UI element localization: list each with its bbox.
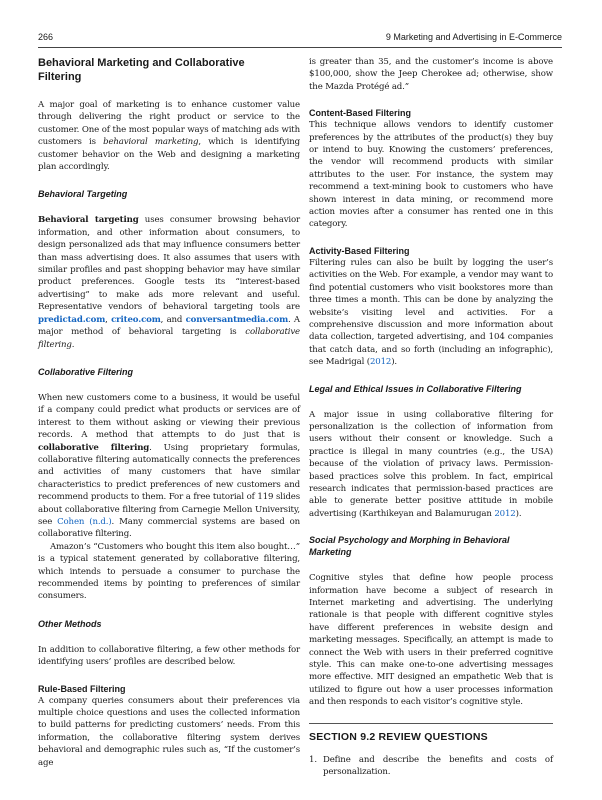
- collaborative-filtering-paragraph: When new customers come to a business, it would be useful if a company could predict what products or services are of interest to them without asking or viewing their previous records. A method that attempts to do just that is collaborative filtering. Using proprietary formulas, collaborative filtering automatically connects the preferences and activities of many customers that have similar characteristics to predict preferences of new customers and recommend products to them. For a free tutorial of 119 slides about collaborative filtering from Carnegie Mellon University, see Cohen (n.d.). Many commercial systems are based on collaborative filtering.: [38, 392, 300, 540]
- running-header: [38, 32, 562, 46]
- amazon-paragraph: Amazon’s “Customers who bought this item also bought…” is a typical statement generated by collaborative filtering, which intends to persuade a consumer to purchase the recommended items by pointing to preferences of similar consumers.: [38, 541, 300, 602]
- link-cohen[interactable]: Cohen (n.d.): [57, 516, 112, 527]
- activity-based-paragraph: Filtering rules can also be built by logging the user’s activities on the Web. For example, a vendor may want to find potential customers who visit bookstores more than three times a month. This can be done by analyzing the website’s visiting level and activities. For a comprehensive discussion and more information about data collection, targeted advertising, and 104 companies that catch data, and so forth (including an infographic), see Madrigal (2012).: [309, 257, 553, 368]
- behavioral-targeting-heading: Behavioral Targeting: [38, 189, 128, 200]
- activity-based-heading: Activity-Based Filtering: [309, 245, 410, 256]
- collaborative-filtering-heading: Collaborative Filtering: [38, 366, 134, 377]
- social-psychology-paragraph: Cognitive styles that define how people process information have become a subject of research in Internet marketing and advertising. The underlying rationale is that people with different cognitive styles have different preferences in website design and marketing messages. Specifically, an attempt is made to connect the Web with users in their preferred cognitive style. This can make one-to-one advertising messages more effective. MIT designed an empathetic Web that is utilized to figure out how a user processes information and then responds to each visitor’s cognitive style.: [309, 573, 553, 708]
- rule-based-heading: Rule-Based Filtering: [38, 683, 126, 694]
- header-rule: [38, 47, 562, 48]
- link-madrigal-2012[interactable]: 2012: [369, 357, 392, 368]
- social-psychology-heading: Social Psychology and Morphing in Behavioral Marketing: [309, 535, 510, 558]
- link-criteo[interactable]: criteo.com: [111, 314, 161, 325]
- left-column: [38, 56, 300, 769]
- link-karthikeyan-2012[interactable]: 2012: [494, 508, 516, 519]
- section-title: Behavioral Marketing and Collaborative Filtering: [38, 57, 245, 83]
- chapter-title: 9 Marketing and Advertising in E-Commerce: [385, 32, 562, 42]
- link-predictad[interactable]: predictad.com: [38, 314, 106, 325]
- content-based-heading: Content-Based Filtering: [309, 108, 412, 119]
- page-number: 266: [38, 32, 54, 42]
- review-questions-title: SECTION 9.2 REVIEW QUESTIONS: [309, 730, 488, 743]
- behavioral-targeting-paragraph: Behavioral targeting uses consumer browsing behavior information, and other information about consumers, to design personalized ads that may influence consumers better than mass advertising does. It also assumes that users with similar profiles and past shopping behavior may have similar product preferences. Google tests its “interest-based advertising” to make ads more relevant and useful. Representative vendors of behavioral targeting tools are predictad.com, criteo.com, and conversantmedia.com. A major method of behavioral targeting is collaborative filtering.: [38, 215, 300, 350]
- review-rule: [309, 723, 553, 724]
- right-column: [309, 56, 553, 778]
- legal-ethical-heading: Legal and Ethical Issues in Collaborative Filtering: [309, 383, 522, 394]
- rule-based-paragraph: A company queries consumers about their preferences via multiple choice questions and uses the collected information to build patterns for predicting customers’ needs. From this information, the collaborative filtering system derives behavioral and demographic rules such as, “If the customer’s age: [38, 695, 300, 768]
- other-methods-heading: Other Methods: [38, 618, 102, 629]
- link-conversantmedia[interactable]: conversantmedia.com: [185, 314, 289, 325]
- intro-paragraph: A major goal of marketing is to enhance customer value through delivering the right product or service to the customer. One of the most popular ways of matching ads with customers is behavioral marketing, which is identifying customer behavior on the Web and designing a marketing plan accordingly.: [38, 100, 301, 173]
- content-based-paragraph: This technique allows vendors to identify customer preferences by the attributes of the product(s) they buy or intend to buy. Knowing the customers’ preferences, the vendor will recommend products with similar attributes to the user. For instance, the system may recommend a text-mining book to customers who have shown interest in data mining, or recommend more action movies after a consumer has rented one in this category.: [309, 120, 553, 230]
- other-methods-paragraph: In addition to collaborative filtering, a few other methods for identifying users’ profiles are described below.: [38, 644, 300, 668]
- rule-based-continued: is greater than 35, and the customer’s income is above $100,000, show the Jeep Cherokee ad; otherwise, show the Mazda Protégé ad.”: [309, 57, 553, 92]
- legal-ethical-paragraph: A major issue in using collaborative filtering for personalization is the collection of information from users without their consent or knowledge. Such a practice is illegal in many countries (e.g., the USA) because of the violation of privacy laws. Permission-based practices solve this problem. In fact, empirical research indicates that permission-based practices are able to generate better positive attitude in mobile advertising (Karthikeyan and Balamurugan 2012).: [309, 409, 553, 519]
- review-question-1: 1. Define and describe the benefits and costs of personalization.: [309, 754, 553, 778]
